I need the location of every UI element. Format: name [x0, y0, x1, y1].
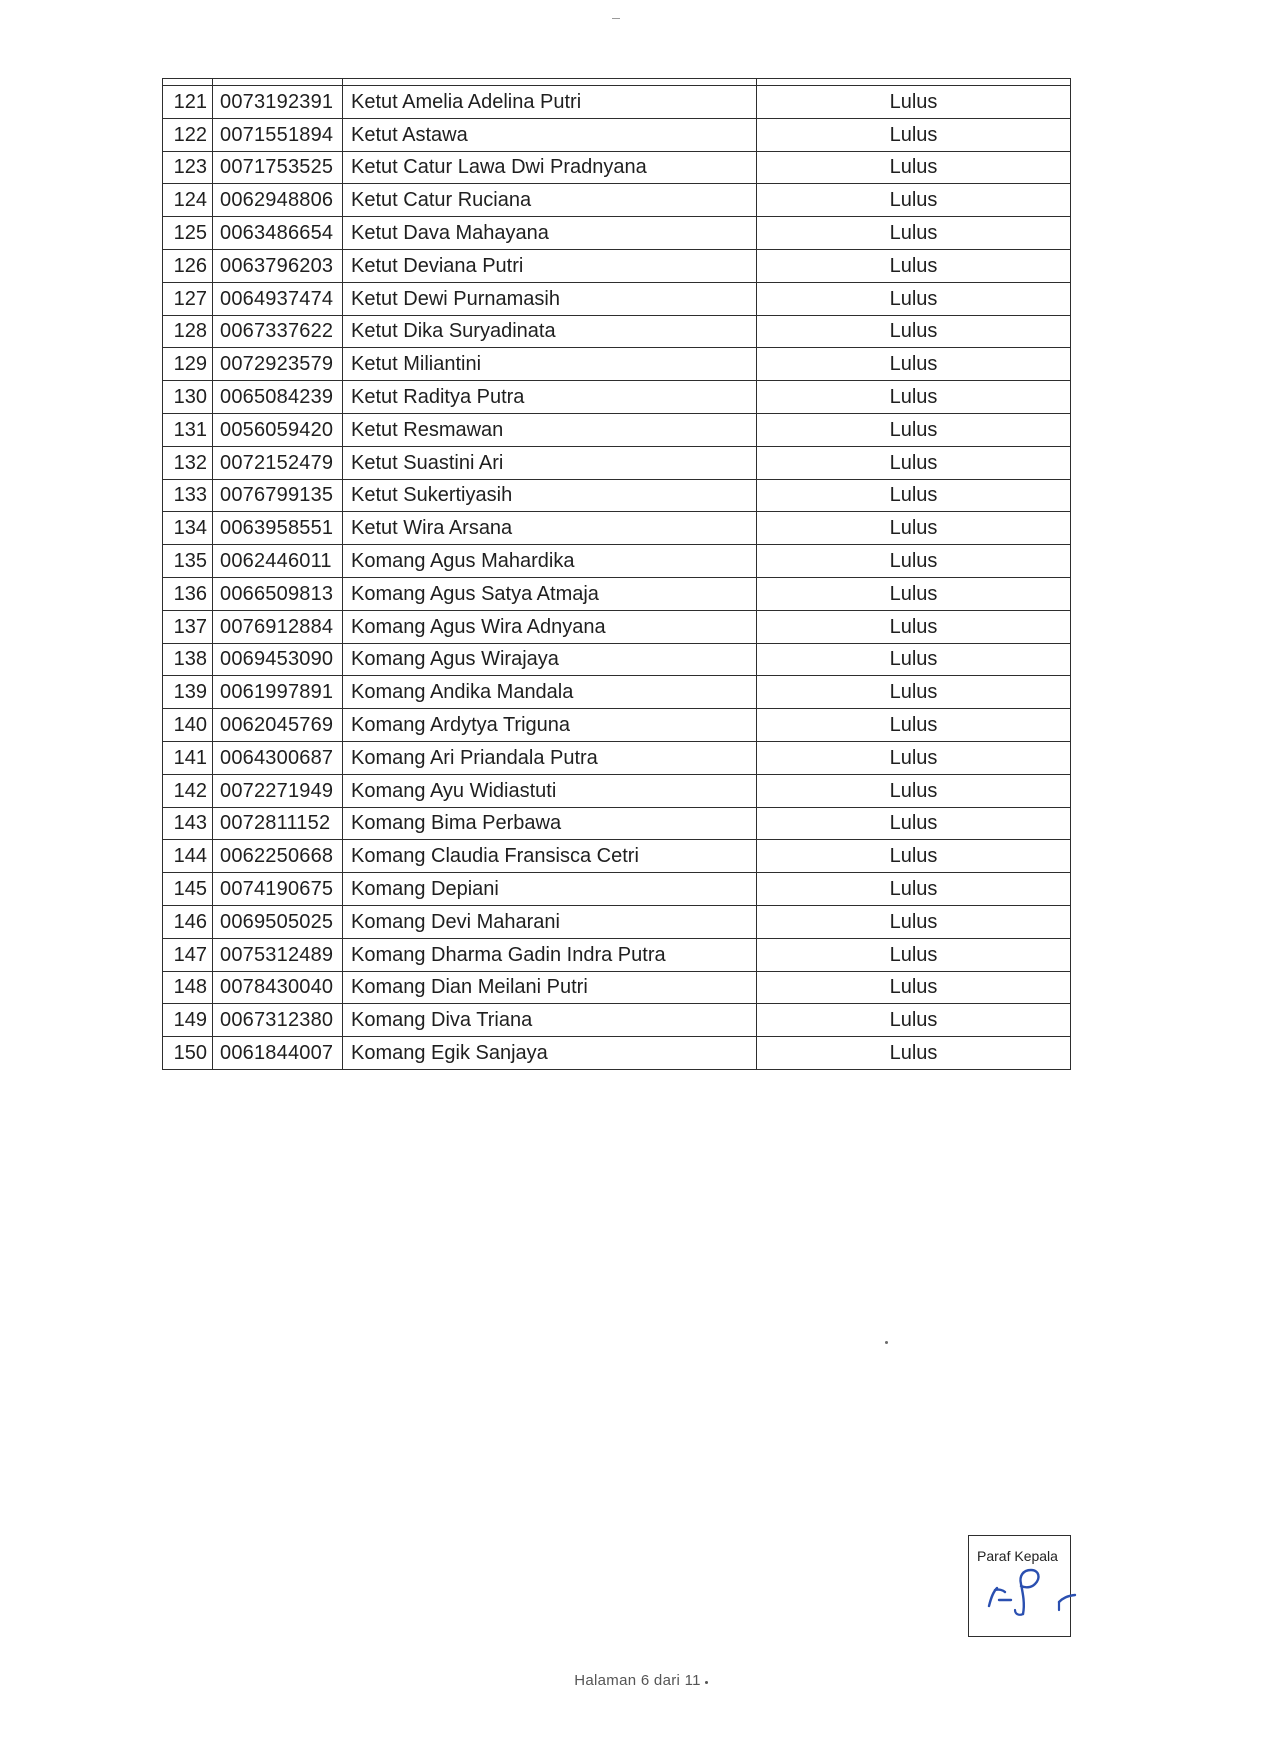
scan-speck	[612, 18, 620, 19]
table-row	[163, 840, 1071, 873]
student-name-cell: Ketut Dewi Purnamasih	[343, 282, 757, 315]
row-number-cell: 136	[163, 577, 213, 610]
graduation-results-table	[162, 78, 1071, 1070]
table-row	[163, 315, 1071, 348]
table-row	[163, 643, 1071, 676]
table-row	[163, 971, 1071, 1004]
header-cell	[757, 79, 1071, 86]
table-row	[163, 577, 1071, 610]
initials-box	[968, 1535, 1071, 1637]
row-number-cell: 122	[163, 118, 213, 151]
student-name-cell: Ketut Astawa	[343, 118, 757, 151]
nisn-cell: 0064300687	[213, 741, 343, 774]
signature-stroke	[989, 1588, 1005, 1606]
nisn-cell: 0078430040	[213, 971, 343, 1004]
status-cell: Lulus	[757, 118, 1071, 151]
table-row	[163, 774, 1071, 807]
student-name-cell: Komang Ari Priandala Putra	[343, 741, 757, 774]
status-cell: Lulus	[757, 479, 1071, 512]
nisn-cell: 0064937474	[213, 282, 343, 315]
student-name-cell: Ketut Raditya Putra	[343, 381, 757, 414]
nisn-cell: 0061997891	[213, 676, 343, 709]
student-name-cell: Komang Diva Triana	[343, 1004, 757, 1037]
nisn-cell: 0072152479	[213, 446, 343, 479]
nisn-cell: 0075312489	[213, 938, 343, 971]
table-row	[163, 446, 1071, 479]
nisn-cell: 0063958551	[213, 512, 343, 545]
student-name-cell: Ketut Suastini Ari	[343, 446, 757, 479]
student-name-cell: Ketut Dika Suryadinata	[343, 315, 757, 348]
row-number-cell: 137	[163, 610, 213, 643]
student-name-cell: Komang Andika Mandala	[343, 676, 757, 709]
table-body	[163, 79, 1071, 1070]
row-number-cell: 123	[163, 151, 213, 184]
nisn-cell: 0056059420	[213, 413, 343, 446]
student-name-cell: Komang Dharma Gadin Indra Putra	[343, 938, 757, 971]
header-cell	[343, 79, 757, 86]
status-cell: Lulus	[757, 315, 1071, 348]
status-cell: Lulus	[757, 1037, 1071, 1070]
table-row	[163, 1037, 1071, 1070]
student-name-cell: Ketut Miliantini	[343, 348, 757, 381]
table-row	[163, 709, 1071, 742]
header-cell	[163, 79, 213, 86]
row-number-cell: 130	[163, 381, 213, 414]
nisn-cell: 0076799135	[213, 479, 343, 512]
student-name-cell: Ketut Deviana Putri	[343, 249, 757, 282]
student-name-cell: Komang Ardytya Triguna	[343, 709, 757, 742]
student-name-cell: Ketut Catur Ruciana	[343, 184, 757, 217]
row-number-cell: 141	[163, 741, 213, 774]
scan-speck	[885, 1341, 888, 1344]
row-number-cell: 139	[163, 676, 213, 709]
nisn-cell: 0063796203	[213, 249, 343, 282]
table-row	[163, 282, 1071, 315]
nisn-cell: 0067337622	[213, 315, 343, 348]
nisn-cell: 0066509813	[213, 577, 343, 610]
status-cell: Lulus	[757, 86, 1071, 119]
header-cell	[213, 79, 343, 86]
row-number-cell: 135	[163, 545, 213, 578]
table-row	[163, 676, 1071, 709]
student-name-cell: Komang Depiani	[343, 873, 757, 906]
table-header-edge	[163, 79, 1071, 86]
row-number-cell: 132	[163, 446, 213, 479]
status-cell: Lulus	[757, 840, 1071, 873]
nisn-cell: 0061844007	[213, 1037, 343, 1070]
table-row	[163, 905, 1071, 938]
nisn-cell: 0063486654	[213, 217, 343, 250]
row-number-cell: 126	[163, 249, 213, 282]
student-name-cell: Ketut Amelia Adelina Putri	[343, 86, 757, 119]
initials-label: Paraf Kepala	[977, 1548, 1058, 1564]
nisn-cell: 0072811152	[213, 807, 343, 840]
row-number-cell: 146	[163, 905, 213, 938]
table-row	[163, 938, 1071, 971]
status-cell: Lulus	[757, 643, 1071, 676]
row-number-cell: 148	[163, 971, 213, 1004]
row-number-cell: 127	[163, 282, 213, 315]
table-row	[163, 151, 1071, 184]
status-cell: Lulus	[757, 577, 1071, 610]
nisn-cell: 0062250668	[213, 840, 343, 873]
table-row	[163, 86, 1071, 119]
nisn-cell: 0069453090	[213, 643, 343, 676]
status-cell: Lulus	[757, 971, 1071, 1004]
handwritten-initials	[979, 1554, 1079, 1624]
table-row	[163, 249, 1071, 282]
student-name-cell: Ketut Resmawan	[343, 413, 757, 446]
status-cell: Lulus	[757, 413, 1071, 446]
student-name-cell: Komang Bima Perbawa	[343, 807, 757, 840]
status-cell: Lulus	[757, 282, 1071, 315]
student-name-cell: Ketut Catur Lawa Dwi Pradnyana	[343, 151, 757, 184]
status-cell: Lulus	[757, 217, 1071, 250]
footer-dot	[705, 1681, 708, 1684]
status-cell: Lulus	[757, 512, 1071, 545]
table-row	[163, 545, 1071, 578]
table-row	[163, 610, 1071, 643]
row-number-cell: 134	[163, 512, 213, 545]
student-name-cell: Komang Claudia Fransisca Cetri	[343, 840, 757, 873]
table-row	[163, 413, 1071, 446]
table-row	[163, 184, 1071, 217]
nisn-cell: 0067312380	[213, 1004, 343, 1037]
status-cell: Lulus	[757, 905, 1071, 938]
student-name-cell: Komang Agus Mahardika	[343, 545, 757, 578]
student-name-cell: Komang Agus Wirajaya	[343, 643, 757, 676]
status-cell: Lulus	[757, 938, 1071, 971]
status-cell: Lulus	[757, 610, 1071, 643]
row-number-cell: 129	[163, 348, 213, 381]
status-cell: Lulus	[757, 709, 1071, 742]
table-row	[163, 479, 1071, 512]
row-number-cell: 133	[163, 479, 213, 512]
student-name-cell: Ketut Sukertiyasih	[343, 479, 757, 512]
table-row	[163, 381, 1071, 414]
table-row	[163, 348, 1071, 381]
student-name-cell: Komang Devi Maharani	[343, 905, 757, 938]
row-number-cell: 144	[163, 840, 213, 873]
table-row	[163, 807, 1071, 840]
table-row	[163, 118, 1071, 151]
row-number-cell: 142	[163, 774, 213, 807]
student-name-cell: Ketut Dava Mahayana	[343, 217, 757, 250]
status-cell: Lulus	[757, 348, 1071, 381]
status-cell: Lulus	[757, 446, 1071, 479]
status-cell: Lulus	[757, 676, 1071, 709]
nisn-cell: 0073192391	[213, 86, 343, 119]
nisn-cell: 0069505025	[213, 905, 343, 938]
row-number-cell: 149	[163, 1004, 213, 1037]
row-number-cell: 143	[163, 807, 213, 840]
row-number-cell: 124	[163, 184, 213, 217]
row-number-cell: 131	[163, 413, 213, 446]
row-number-cell: 140	[163, 709, 213, 742]
status-cell: Lulus	[757, 151, 1071, 184]
student-name-cell: Komang Agus Wira Adnyana	[343, 610, 757, 643]
status-cell: Lulus	[757, 249, 1071, 282]
row-number-cell: 150	[163, 1037, 213, 1070]
status-cell: Lulus	[757, 184, 1071, 217]
signature-stroke	[1020, 1570, 1038, 1614]
student-name-cell: Komang Dian Meilani Putri	[343, 971, 757, 1004]
page-number-footer: Halaman 6 dari 11	[574, 1672, 701, 1689]
student-name-cell: Komang Egik Sanjaya	[343, 1037, 757, 1070]
student-name-cell: Ketut Wira Arsana	[343, 512, 757, 545]
row-number-cell: 125	[163, 217, 213, 250]
nisn-cell: 0071551894	[213, 118, 343, 151]
status-cell: Lulus	[757, 1004, 1071, 1037]
row-number-cell: 128	[163, 315, 213, 348]
table-row	[163, 741, 1071, 774]
student-name-cell: Komang Ayu Widiastuti	[343, 774, 757, 807]
status-cell: Lulus	[757, 873, 1071, 906]
student-name-cell: Komang Agus Satya Atmaja	[343, 577, 757, 610]
nisn-cell: 0071753525	[213, 151, 343, 184]
status-cell: Lulus	[757, 381, 1071, 414]
nisn-cell: 0065084239	[213, 381, 343, 414]
row-number-cell: 138	[163, 643, 213, 676]
table-row	[163, 512, 1071, 545]
nisn-cell: 0062045769	[213, 709, 343, 742]
nisn-cell: 0062948806	[213, 184, 343, 217]
status-cell: Lulus	[757, 741, 1071, 774]
signature-stroke	[1015, 1610, 1023, 1615]
row-number-cell: 147	[163, 938, 213, 971]
table-row	[163, 1004, 1071, 1037]
status-cell: Lulus	[757, 774, 1071, 807]
nisn-cell: 0076912884	[213, 610, 343, 643]
nisn-cell: 0072271949	[213, 774, 343, 807]
table-row	[163, 873, 1071, 906]
status-cell: Lulus	[757, 545, 1071, 578]
nisn-cell: 0062446011	[213, 545, 343, 578]
signature-stroke	[1059, 1595, 1075, 1602]
table-row	[163, 217, 1071, 250]
status-cell: Lulus	[757, 807, 1071, 840]
row-number-cell: 145	[163, 873, 213, 906]
nisn-cell: 0072923579	[213, 348, 343, 381]
nisn-cell: 0074190675	[213, 873, 343, 906]
row-number-cell: 121	[163, 86, 213, 119]
